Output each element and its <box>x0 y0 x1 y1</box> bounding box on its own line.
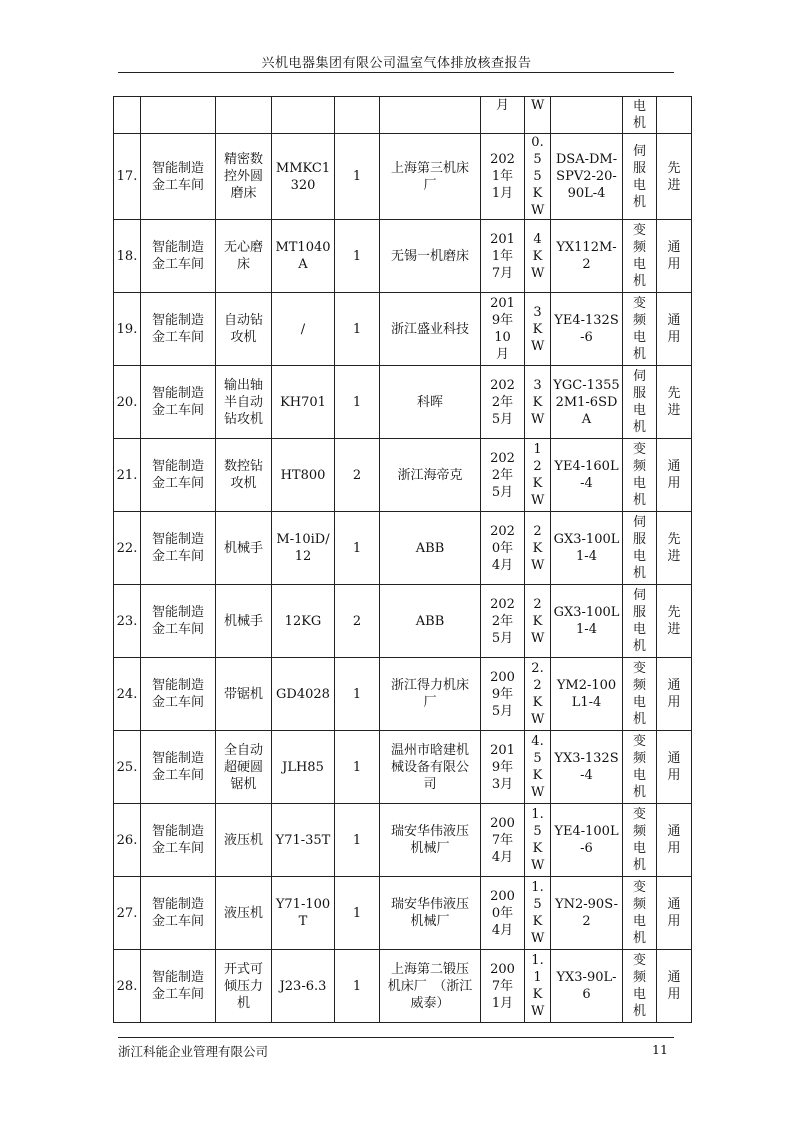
cell-maker: 瑞安华伟液压机械厂 <box>380 877 481 950</box>
table-row <box>114 134 692 220</box>
cell-power: 0.55KW <box>525 134 551 220</box>
cell-maker: 浙江盛业科技 <box>380 293 481 366</box>
cell-power: 1.1KW <box>525 950 551 1023</box>
cell-motor: GX3-100L1-4 <box>551 585 623 658</box>
cell-maker: 科晖 <box>380 366 481 439</box>
cell-motor: YN2-90S-2 <box>551 877 623 950</box>
cell-name: 精密数控外圆磨床 <box>216 134 272 220</box>
cell-name: 带锯机 <box>216 658 272 731</box>
cell-qty: 1 <box>335 220 380 293</box>
cell-motor-type: 变频电机 <box>623 877 657 950</box>
cell-maker: 温州市晗建机械设备有限公司 <box>380 731 481 804</box>
cell-model: Y71-35T <box>272 804 335 877</box>
cell-maker: ABB <box>380 512 481 585</box>
cell-power: 3KW <box>525 366 551 439</box>
report-header-title: 兴机电器集团有限公司温室气体排放核查报告 <box>261 56 532 71</box>
cell-power: 3KW <box>525 293 551 366</box>
cell-model: MT1040A <box>272 220 335 293</box>
cell-maker: 瑞安华伟液压机械厂 <box>380 804 481 877</box>
cell-no: 24. <box>114 658 141 731</box>
cell-name <box>216 97 272 134</box>
cell-no: 19. <box>114 293 141 366</box>
cell-no: 21. <box>114 439 141 512</box>
cell-motor: YE4-160L-4 <box>551 439 623 512</box>
cell-qty: 1 <box>335 804 380 877</box>
cell-motor-type: 变频电机 <box>623 658 657 731</box>
cell-maker <box>380 97 481 134</box>
table-row <box>114 512 692 585</box>
cell-model: M-10iD/12 <box>272 512 335 585</box>
footer-company: 浙江科能企业管理有限公司 <box>118 1044 269 1059</box>
cell-maker: 浙江海帝克 <box>380 439 481 512</box>
cell-model: J23-6.3 <box>272 950 335 1023</box>
cell-motor: YX3-132S-4 <box>551 731 623 804</box>
cell-level: 通用 <box>657 731 692 804</box>
cell-name: 液压机 <box>216 804 272 877</box>
cell-model: 12KG <box>272 585 335 658</box>
table-row-continuation <box>114 97 692 134</box>
cell-name: 输出轴半自动钻攻机 <box>216 366 272 439</box>
cell-no <box>114 97 141 134</box>
cell-motor: YM2-100L1-4 <box>551 658 623 731</box>
cell-workshop: 智能制造金工车间 <box>141 512 216 585</box>
cell-motor-type: 变频电机 <box>623 804 657 877</box>
cell-motor-type: 伺服电机 <box>623 134 657 220</box>
cell-level: 通用 <box>657 220 692 293</box>
equipment-table <box>113 96 692 1023</box>
cell-no: 23. <box>114 585 141 658</box>
cell-workshop: 智能制造金工车间 <box>141 439 216 512</box>
cell-level <box>657 97 692 134</box>
cell-model: Y71-100T <box>272 877 335 950</box>
cell-no: 25. <box>114 731 141 804</box>
cell-motor-type: 变频电机 <box>623 293 657 366</box>
cell-no: 18. <box>114 220 141 293</box>
cell-motor-type: 变频电机 <box>623 731 657 804</box>
cell-workshop: 智能制造金工车间 <box>141 950 216 1023</box>
cell-name: 机械手 <box>216 512 272 585</box>
cell-workshop: 智能制造金工车间 <box>141 658 216 731</box>
cell-workshop <box>141 97 216 134</box>
cell-model: KH701 <box>272 366 335 439</box>
cell-model: / <box>272 293 335 366</box>
cell-workshop: 智能制造金工车间 <box>141 293 216 366</box>
cell-power: W <box>525 97 551 134</box>
cell-date: 2011年7月 <box>481 220 525 293</box>
cell-level: 通用 <box>657 293 692 366</box>
table-row <box>114 658 692 731</box>
cell-no: 22. <box>114 512 141 585</box>
cell-date: 2022年5月 <box>481 366 525 439</box>
cell-level: 通用 <box>657 877 692 950</box>
cell-name: 开式可倾压力机 <box>216 950 272 1023</box>
header-rule <box>118 72 674 73</box>
cell-qty: 2 <box>335 439 380 512</box>
cell-date: 月 <box>481 97 525 134</box>
cell-power: 12KW <box>525 439 551 512</box>
table-row <box>114 585 692 658</box>
cell-name: 无心磨床 <box>216 220 272 293</box>
table-row <box>114 950 692 1023</box>
cell-model: MMKC1320 <box>272 134 335 220</box>
cell-name: 数控钻攻机 <box>216 439 272 512</box>
cell-power: 2KW <box>525 512 551 585</box>
cell-level: 先进 <box>657 585 692 658</box>
cell-motor: YE4-100L-6 <box>551 804 623 877</box>
cell-qty: 1 <box>335 658 380 731</box>
page-number: 11 <box>652 1042 668 1057</box>
cell-workshop: 智能制造金工车间 <box>141 731 216 804</box>
cell-power: 2KW <box>525 585 551 658</box>
table-row <box>114 804 692 877</box>
cell-motor: DSA-DM-SPV2-20-90L-4 <box>551 134 623 220</box>
cell-maker: ABB <box>380 585 481 658</box>
cell-name: 全自动超硬圆锯机 <box>216 731 272 804</box>
cell-qty: 2 <box>335 585 380 658</box>
cell-power: 4.5KW <box>525 731 551 804</box>
cell-power: 1.5KW <box>525 877 551 950</box>
cell-motor: GX3-100L1-4 <box>551 512 623 585</box>
cell-motor-type: 变频电机 <box>623 439 657 512</box>
cell-qty: 1 <box>335 512 380 585</box>
cell-model <box>272 97 335 134</box>
cell-qty: 1 <box>335 877 380 950</box>
cell-qty: 1 <box>335 731 380 804</box>
cell-motor-type: 变频电机 <box>623 950 657 1023</box>
cell-qty: 1 <box>335 293 380 366</box>
cell-motor-type: 伺服电机 <box>623 512 657 585</box>
cell-level: 通用 <box>657 658 692 731</box>
cell-name: 自动钻攻机 <box>216 293 272 366</box>
cell-level: 先进 <box>657 134 692 220</box>
cell-maker: 浙江得力机床厂 <box>380 658 481 731</box>
cell-power: 4KW <box>525 220 551 293</box>
cell-qty: 1 <box>335 134 380 220</box>
cell-maker: 上海第二锻压机床厂 （浙江威泰） <box>380 950 481 1023</box>
cell-motor <box>551 97 623 134</box>
table-row <box>114 439 692 512</box>
cell-no: 20. <box>114 366 141 439</box>
cell-date: 2007年4月 <box>481 804 525 877</box>
cell-date: 2020年4月 <box>481 512 525 585</box>
cell-name: 机械手 <box>216 585 272 658</box>
cell-qty: 1 <box>335 366 380 439</box>
cell-date: 2000年4月 <box>481 877 525 950</box>
cell-level: 通用 <box>657 950 692 1023</box>
cell-workshop: 智能制造金工车间 <box>141 366 216 439</box>
cell-workshop: 智能制造金工车间 <box>141 220 216 293</box>
cell-motor-type: 伺服电机 <box>623 585 657 658</box>
cell-motor: YE4-132S-6 <box>551 293 623 366</box>
cell-date: 2019年10月 <box>481 293 525 366</box>
cell-level: 通用 <box>657 804 692 877</box>
cell-no: 17. <box>114 134 141 220</box>
table-row <box>114 877 692 950</box>
cell-level: 先进 <box>657 366 692 439</box>
cell-no: 27. <box>114 877 141 950</box>
footer-rule <box>118 1037 674 1038</box>
cell-date: 2019年3月 <box>481 731 525 804</box>
table-row <box>114 293 692 366</box>
cell-workshop: 智能制造金工车间 <box>141 804 216 877</box>
cell-date: 2021年1月 <box>481 134 525 220</box>
cell-date: 2007年1月 <box>481 950 525 1023</box>
cell-qty: 1 <box>335 950 380 1023</box>
cell-power: 1.5KW <box>525 804 551 877</box>
table-row <box>114 220 692 293</box>
cell-workshop: 智能制造金工车间 <box>141 877 216 950</box>
cell-motor: YX112M-2 <box>551 220 623 293</box>
cell-name: 液压机 <box>216 877 272 950</box>
cell-maker: 无锡一机磨床 <box>380 220 481 293</box>
cell-date: 2009年5月 <box>481 658 525 731</box>
cell-date: 2022年5月 <box>481 439 525 512</box>
cell-maker: 上海第三机床厂 <box>380 134 481 220</box>
cell-workshop: 智能制造金工车间 <box>141 585 216 658</box>
table-row <box>114 366 692 439</box>
cell-motor-type: 伺服电机 <box>623 366 657 439</box>
cell-level: 先进 <box>657 512 692 585</box>
cell-model: JLH85 <box>272 731 335 804</box>
cell-workshop: 智能制造金工车间 <box>141 134 216 220</box>
cell-motor-type: 变频电机 <box>623 220 657 293</box>
cell-motor: YGC-13552M1-6SDA <box>551 366 623 439</box>
cell-no: 28. <box>114 950 141 1023</box>
cell-motor-type: 电机 <box>623 97 657 134</box>
cell-level: 通用 <box>657 439 692 512</box>
cell-qty <box>335 97 380 134</box>
cell-model: HT800 <box>272 439 335 512</box>
cell-model: GD4028 <box>272 658 335 731</box>
table-row <box>114 731 692 804</box>
cell-date: 2022年5月 <box>481 585 525 658</box>
cell-power: 2.2KW <box>525 658 551 731</box>
cell-no: 26. <box>114 804 141 877</box>
cell-motor: YX3-90L-6 <box>551 950 623 1023</box>
